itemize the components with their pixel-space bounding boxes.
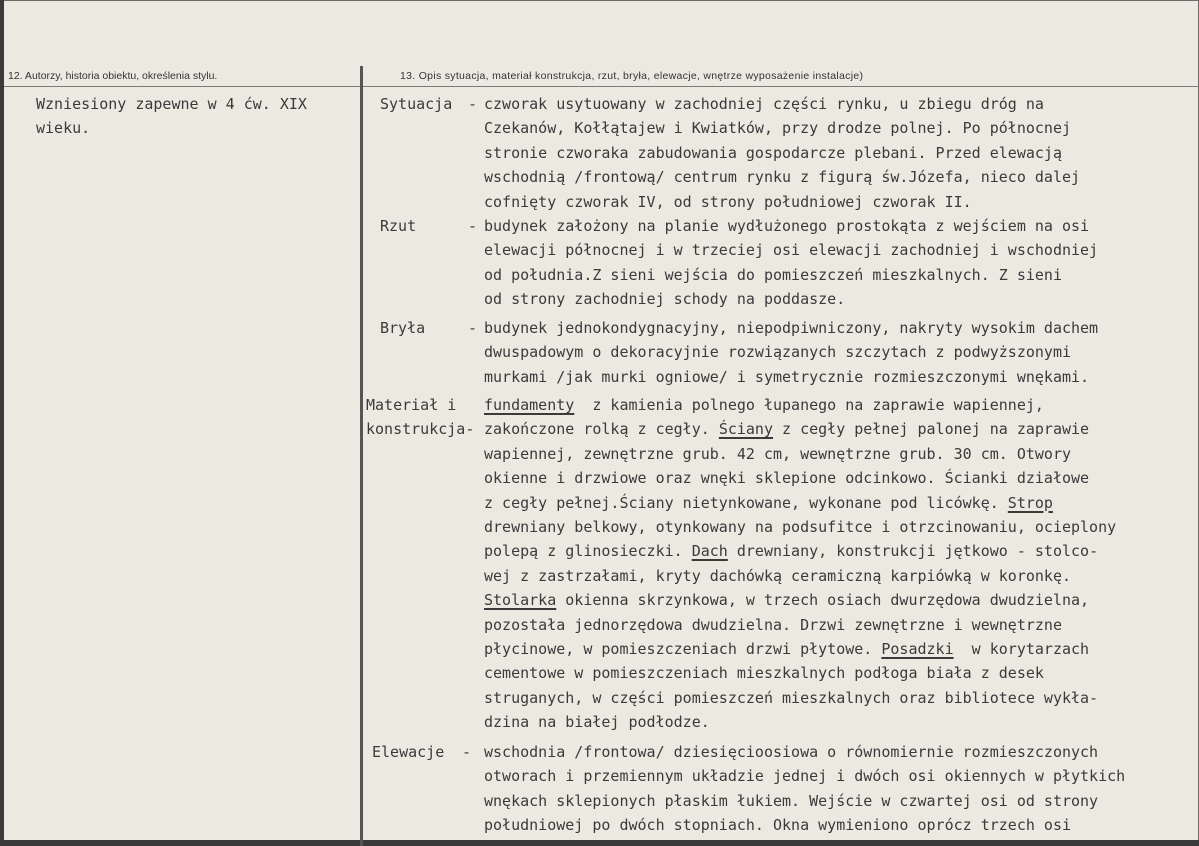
header-field-12: 12. Autorzy, historia obiektu, określenia stylu.: [8, 70, 218, 82]
text-row: [0, 316, 1199, 340]
sciany-heading: Ściany: [718, 420, 773, 439]
dach-heading: Dach: [691, 542, 728, 561]
material-line: dzina na białej podłodze.: [484, 713, 710, 732]
posadzki-heading: Posadzki: [881, 640, 954, 658]
text-row: [0, 141, 1199, 165]
text-row: [0, 637, 1199, 661]
sytuacja-line: stronie czworaka zabudowania gospodarcze plebani. Przed elewacją: [484, 143, 1062, 162]
material-line: [484, 393, 1044, 417]
text-row: [0, 340, 1199, 364]
text-row: [0, 92, 1199, 116]
material-text: z cegły pełnej.Ściany nietynkowane, wykonane pod licówkę.: [484, 493, 1008, 512]
bryla-line: budynek jednokondygnacyjny, niepodpiwniczony, nakryty wysokim dachem: [484, 319, 1099, 337]
text-row: [0, 764, 1199, 788]
rzut-line: elewacji północnej i w trzeciej osi elewacji zachodniej i wschodniej: [484, 241, 1099, 260]
authors-history-line: wieku.: [36, 119, 91, 138]
material-line: drewniany belkowy, otynkowany na podsufitce i otrzcinowaniu, ocieplony: [484, 518, 1117, 536]
material-text: drewniany, konstrukcji jętkowo - stolco-: [727, 542, 1099, 561]
text-row: [0, 263, 1199, 287]
rzut-line: od strony zachodniej schody na poddasze.: [484, 290, 846, 309]
material-line: [484, 491, 1053, 515]
material-text: zakończone rolką z cegły.: [484, 420, 719, 439]
text-row: [0, 116, 1199, 140]
material-line: struganych, w części pomieszczeń mieszkalnych oraz bibliotece wykła-: [484, 688, 1099, 707]
text-row: [0, 686, 1199, 710]
text-row: [0, 466, 1199, 490]
text-row: [0, 417, 1199, 441]
section-label-sytuacja: Sytuacja: [380, 95, 453, 113]
material-text: w korytarzach: [953, 640, 1090, 658]
bottom-scan-edge: [0, 840, 1199, 846]
text-row: [0, 613, 1199, 637]
section-label-bryla: Bryła: [380, 319, 426, 337]
section-dash: -: [468, 95, 478, 113]
text-row: [0, 710, 1199, 734]
material-text: z kamienia polnego łupanego na zaprawie wapiennej,: [574, 396, 1044, 414]
elewacje-line: otworach i przemiennym układzie jednej i dwóch osi okiennych w płytkich: [484, 767, 1126, 786]
fundamenty-heading: fundamenty: [484, 396, 575, 414]
text-row: [0, 789, 1199, 813]
section-dash: -: [468, 319, 478, 337]
material-line: wej z zastrzałami, kryty dachówką ceramiczną karpiówką w koronkę.: [484, 566, 1071, 585]
text-row: [0, 813, 1199, 837]
material-line: [484, 637, 1089, 661]
material-line: okienne i drzwiowe oraz wnęki sklepione odcinkowo. Ścianki działowe: [484, 469, 1090, 488]
header-field-13: 13. Opis sytuacja, materiał konstrukcja, rzut, bryła, elewacje, wnętrze wyposażenie instalacje): [400, 70, 864, 82]
strop-heading: Strop: [1007, 493, 1053, 512]
sytuacja-line: Czekanów, Kołłątajew i Kwiatków, przy drodze polnej. Po północnej: [484, 119, 1071, 138]
sytuacja-line: cofnięty czworak IV, od strony południowej czworak II.: [484, 192, 972, 211]
text-row: [0, 365, 1199, 389]
material-text: okienna skrzynkowa, w trzech osiach dwurzędowa dwudzielna,: [556, 591, 1090, 610]
bryla-line: murkami /jak murki ogniowe/ i symetrycznie rozmieszczonymi wnękami.: [484, 367, 1090, 386]
rzut-line: od południa.Z sieni wejścia do pomieszczeń mieszkalnych. Z sieni: [484, 265, 1062, 284]
section-dash: -: [468, 217, 478, 235]
text-row: [0, 165, 1199, 189]
material-line: [484, 588, 1089, 612]
text-row: [0, 661, 1199, 685]
text-row: [0, 442, 1199, 466]
material-text: z cegły pełnej palonej na zaprawie: [773, 420, 1090, 439]
rzut-line: budynek założony na planie wydłużonego prostokąta z wejściem na osi: [484, 217, 1090, 235]
elewacje-line: wnękach sklepionych płaskim łukiem. Wejście w czwartej osi od strony: [484, 791, 1099, 810]
section-dash: -: [462, 743, 472, 761]
sytuacja-line: wschodnią /frontową/ centrum rynku z figurą św.Józefa, nieco dalej: [484, 168, 1081, 187]
text-row: [0, 539, 1199, 563]
text-row: [0, 588, 1199, 612]
material-line: [484, 417, 1089, 441]
section-label-material: Materiał i: [366, 396, 457, 414]
header-divider: [4, 86, 1199, 87]
text-row: [0, 740, 1199, 764]
elewacje-line: wschodnia /frontowa/ dziesięcioosiowa o równomiernie rozmieszczonych: [484, 743, 1099, 761]
elewacje-line: południowej po dwóch stopniach. Okna wymieniono oprócz trzech osi: [484, 816, 1071, 835]
text-row: [0, 564, 1199, 588]
section-label-elewacje: Elewacje: [372, 743, 445, 761]
section-label-rzut: Rzut: [380, 217, 417, 235]
material-line: [484, 539, 1098, 563]
section-label-konstrukcja: konstrukcja-: [366, 420, 475, 439]
material-text: płycinowe, w pomieszczeniach drzwi płytowe.: [484, 640, 882, 658]
text-row: [0, 287, 1199, 311]
text-row: [0, 491, 1199, 515]
material-line: wapiennej, zewnętrzne grub. 42 cm, wewnętrzne grub. 30 cm. Otwory: [484, 444, 1071, 463]
bryla-line: dwuspadowym o dekoracyjnie rozwiązanych szczytach z podwyższonymi: [484, 343, 1071, 362]
text-row: [0, 190, 1199, 214]
text-row: [0, 393, 1199, 417]
material-line: cementowe w pomieszczeniach mieszkalnych podłoga biała z desek: [484, 664, 1044, 683]
sytuacja-line: czworak usytuowany w zachodniej części rynku, u zbiegu dróg na: [484, 95, 1044, 113]
material-text: polepą z glinosieczki.: [484, 542, 692, 561]
authors-history-line: Wzniesiony zapewne w 4 ćw. XIX: [36, 95, 307, 113]
text-row: [0, 214, 1199, 238]
material-line: pozostała jednorzędowa dwudzielna. Drzwi zewnętrzne i wewnętrzne: [484, 615, 1062, 634]
text-row: [0, 515, 1199, 539]
stolarka-heading: Stolarka: [484, 591, 557, 610]
text-row: [0, 238, 1199, 262]
